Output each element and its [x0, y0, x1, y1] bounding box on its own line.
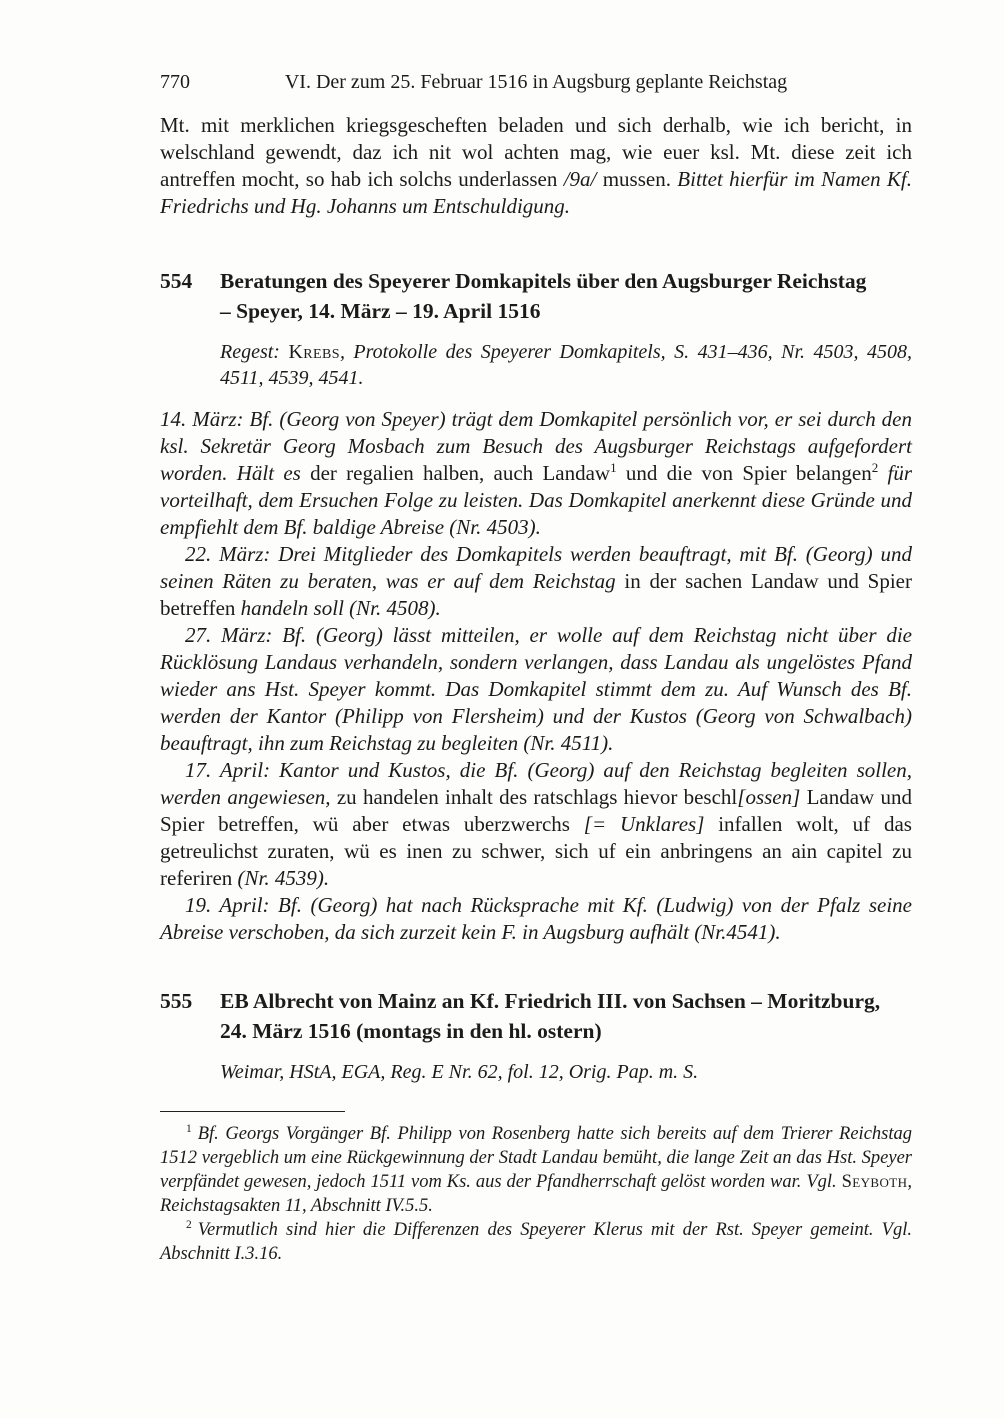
paragraph-17-april: 17. April: Kantor und Kustos, die Bf. (Georg) auf den Reichstag begleiten sollen, werden angewiesen, zu handelen inhalt des ratschlags hievor beschl[ossen] Landaw und Spier betreffen, wü aber etwas uberzwerchs [= Unklares] infallen wolt, uf das getreulichst zuraten, wü es inen zu schwer, sich uf ein anbringens an ain capitel zu referiren (Nr. 4539). [160, 758, 912, 890]
footnote-2-marker: 2 [186, 1218, 192, 1231]
entry-555-heading [160, 986, 912, 1046]
entry-555-title [220, 986, 912, 1046]
entry-554-number: 554 [160, 269, 193, 293]
footnote-1-marker: 1 [186, 1122, 192, 1135]
entry-554-heading [160, 266, 912, 326]
regest-554: Regest: Krebs, Protokolle des Speyerer Domkapitels, S. 431–436, Nr. 4503, 4508, 4511, 4539, 4541. [220, 341, 912, 389]
paragraph-27-maerz: 27. März: Bf. (Georg) lässt mitteilen, er wolle auf dem Reichstag nicht über die Rücklösung Landaus verhandeln, sondern verlangen, dass Landau als ungelöstes Pfand wieder ans Hst. Speyer kommt. Das Domkapitel stimmt dem zu. Auf Wunsch des Bf. werden der Kantor (Philipp von Flersheim) und der Kustos (Georg von Schwalbach) beauftragt, ihn zum Reichstag zu begleiten (Nr. 4511). [160, 623, 912, 755]
entry-555-number: 555 [160, 989, 193, 1013]
page-header [160, 70, 912, 94]
paragraph-19-april: 19. April: Bf. (Georg) hat nach Rücksprache mit Kf. (Ludwig) von der Pfalz seine Abreise verschoben, da sich zurzeit kein F. in Augsburg aufhält (Nr.4541). [160, 893, 912, 944]
running-title: VI. Der zum 25. Februar 1516 in Augsburg geplante Reichstag [284, 71, 788, 93]
source-line-555: Weimar, HStA, EGA, Reg. E Nr. 62, fol. 12, Orig. Pap. m. S. [220, 1061, 699, 1083]
footnote-1 [160, 1122, 912, 1218]
entry-554 [160, 266, 912, 946]
footnote-2 [160, 1218, 912, 1266]
page-number: 770 [160, 71, 190, 93]
entry-555 [160, 986, 912, 1085]
intro-paragraph: Mt. mit merklichen kriegsgescheften beladen und sich derhalb, wie ich bericht, in welschland gewendt, daz ich nit wol achten mag, wie euer ksl. Mt. diese zeit ich antreffen mocht, so hab ich solchs underlassen /9a/ mussen. Bittet hierfür im Namen Kf. Friedrichs und Hg. Johanns um Entschuldigung. [160, 113, 913, 218]
entry-554-title [220, 266, 912, 326]
footnotes-section [160, 1111, 912, 1266]
paragraph-22-maerz: 22. März: Drei Mitglieder des Domkapitels werden beauftragt, mit Bf. (Georg) und seinen Räten zu beraten, was er auf dem Reichstag in der sachen Landaw und Spier betreffen handeln soll (Nr. 4508). [160, 542, 913, 620]
footnote-1-text: Bf. Georgs Vorgänger Bf. Philipp von Rosenberg hatte sich bereits auf dem Trierer Reichstag 1512 vergeblich um eine Rückgewinnung der Stadt Landau bemüht, die lange Zeit an das Hst. Speyer verpfändet gewesen, jedoch 1511 vom Ks. aus der Pfandherrschaft gelöst worden war. Vgl. Seyboth, Reichstagsakten 11, Abschnitt IV.5.5. [160, 1124, 912, 1216]
entry-554-title-line-1: Beratungen des Speyerer Domkapitels über den Augsburger Reichstag [220, 269, 867, 293]
footnote-2-text: Vermutlich sind hier die Differenzen des Speyerer Klerus mit der Rst. Speyer gemeint. Vgl. Abschnitt I.3.16. [160, 1220, 912, 1264]
paragraph-14-maerz: 14. März: Bf. (Georg von Speyer) trägt dem Domkapitel persönlich vor, er sei durch den ksl. Sekretär Georg Mosbach zum Besuch des Augsburger Reichstags aufgefordert worden. Hält es der regalien halben, auch Landaw$^1$ und die von Spier belangen$^2$ für vorteilhaft, dem Ersuchen Folge zu leisten. Das Domkapitel anerkennt diese Gründe und empfiehlt dem Bf. baldige Abreise (Nr. 4503). [160, 407, 912, 539]
entry-554-title-line-2: – Speyer, 14. März – 19. April 1516 [220, 299, 541, 323]
entry-555-title-line-2: 24. März 1516 (montags in den hl. ostern) [220, 1019, 602, 1043]
footnote-rule [160, 1111, 345, 1112]
entry-555-title-line-1: EB Albrecht von Mainz an Kf. Friedrich III. von Sachsen – Moritzburg, [220, 989, 881, 1013]
